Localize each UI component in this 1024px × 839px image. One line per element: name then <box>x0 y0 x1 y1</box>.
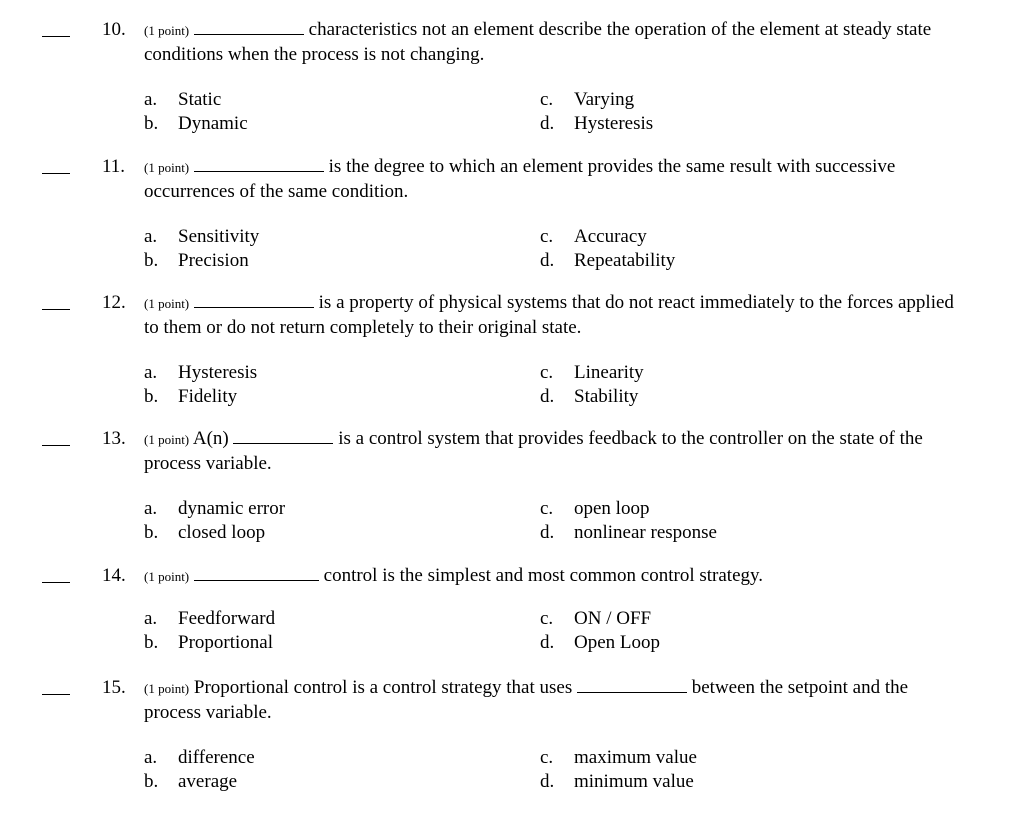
option-letter: a. <box>144 89 158 110</box>
option-d[interactable] <box>540 250 675 272</box>
option-text: Open Loop <box>574 632 661 653</box>
option-letter: a. <box>144 608 158 629</box>
points-label: (1 point) <box>144 432 190 447</box>
option-text: difference <box>178 747 255 768</box>
option-b[interactable] <box>144 771 237 793</box>
question-text: is a control system that provides feedback to the controller on the state of the process variable. <box>144 428 923 474</box>
option-d[interactable] <box>540 522 717 544</box>
answer-blank[interactable] <box>42 309 70 310</box>
option-letter: a. <box>144 498 158 519</box>
option-a[interactable] <box>144 226 259 248</box>
option-letter: b. <box>144 632 159 653</box>
option-c[interactable] <box>540 498 649 520</box>
option-letter: d. <box>540 771 555 792</box>
option-c[interactable] <box>540 747 697 769</box>
question-text: control is the simplest and most common control strategy. <box>323 565 764 586</box>
fill-in-blank[interactable] <box>194 563 319 581</box>
answer-blank[interactable] <box>42 694 70 695</box>
option-a[interactable] <box>144 747 255 769</box>
option-letter: c. <box>540 498 554 519</box>
option-letter: b. <box>144 250 159 271</box>
option-letter: a. <box>144 747 158 768</box>
option-letter: c. <box>540 747 554 768</box>
option-b[interactable] <box>144 632 273 654</box>
question-text: characteristics not an element describe the operation of the element at steady state conditions when the process is not changing. <box>144 19 932 65</box>
option-c[interactable] <box>540 226 647 248</box>
option-text: Repeatability <box>574 250 676 271</box>
question-text: is the degree to which an element provides the same result with successive occurrences of the same condition. <box>144 156 896 202</box>
option-b[interactable] <box>144 113 248 135</box>
option-letter: d. <box>540 522 555 543</box>
option-letter: b. <box>144 522 159 543</box>
option-text: Proportional <box>178 632 273 653</box>
option-d[interactable] <box>540 113 653 135</box>
option-d[interactable] <box>540 632 660 654</box>
points-label: (1 point) <box>144 23 190 38</box>
question-11 <box>0 151 1024 289</box>
option-c[interactable] <box>540 608 651 630</box>
option-letter: c. <box>540 226 554 247</box>
option-text: Fidelity <box>178 386 238 407</box>
option-c[interactable] <box>540 89 634 111</box>
option-d[interactable] <box>540 771 694 793</box>
answer-blank[interactable] <box>42 445 70 446</box>
option-letter: b. <box>144 113 159 134</box>
option-b[interactable] <box>144 250 249 272</box>
answer-blank[interactable] <box>42 582 70 583</box>
option-text: open loop <box>574 498 650 519</box>
question-number: 13. <box>102 428 126 449</box>
question-text: between the setpoint and the process variable. <box>144 677 909 723</box>
question-stem <box>144 154 974 204</box>
option-letter: d. <box>540 632 555 653</box>
question-number: 12. <box>102 292 126 313</box>
option-text: Accuracy <box>574 226 647 247</box>
option-a[interactable] <box>144 362 257 384</box>
question-stem <box>144 675 954 725</box>
question-12 <box>0 287 1024 425</box>
option-text: Dynamic <box>178 113 248 134</box>
option-a[interactable] <box>144 498 285 520</box>
points-label: (1 point) <box>144 160 190 175</box>
question-number: 11. <box>102 156 126 177</box>
option-letter: d. <box>540 250 555 271</box>
question-stem <box>144 290 964 340</box>
option-text: Static <box>178 89 222 110</box>
option-text: Linearity <box>574 362 644 383</box>
option-text: Feedforward <box>178 608 276 629</box>
points-label: (1 point) <box>144 569 190 584</box>
option-text: maximum value <box>574 747 697 768</box>
option-text: nonlinear response <box>574 522 717 543</box>
option-letter: a. <box>144 362 158 383</box>
option-c[interactable] <box>540 362 644 384</box>
fill-in-blank[interactable] <box>194 154 324 172</box>
option-letter: b. <box>144 771 159 792</box>
option-text: Sensitivity <box>178 226 260 247</box>
option-a[interactable] <box>144 608 275 630</box>
answer-blank[interactable] <box>42 36 70 37</box>
option-text: Hysteresis <box>574 113 654 134</box>
option-letter: c. <box>540 89 554 110</box>
option-text: Precision <box>178 250 249 271</box>
option-text: Stability <box>574 386 639 407</box>
question-number: 10. <box>102 19 126 40</box>
option-d[interactable] <box>540 386 638 408</box>
option-letter: a. <box>144 226 158 247</box>
fill-in-blank[interactable] <box>194 17 304 35</box>
question-text: is a property of physical systems that do not react immediately to the forces applied to them or do not return completely to their original state. <box>144 292 954 338</box>
fill-in-blank[interactable] <box>233 426 333 444</box>
option-text: minimum value <box>574 771 694 792</box>
fill-in-blank[interactable] <box>577 675 687 693</box>
question-15 <box>0 672 1024 812</box>
option-text: ON / OFF <box>574 608 652 629</box>
option-text: closed loop <box>178 522 266 543</box>
option-letter: b. <box>144 386 159 407</box>
question-number: 14. <box>102 565 126 586</box>
question-prefix: A(n) <box>192 428 229 449</box>
option-letter: c. <box>540 362 554 383</box>
question-stem <box>144 17 974 67</box>
question-stem <box>144 426 974 476</box>
question-14 <box>0 560 1024 672</box>
question-10 <box>0 14 1024 152</box>
points-label: (1 point) <box>144 681 190 696</box>
question-stem <box>144 563 974 589</box>
points-label: (1 point) <box>144 296 190 311</box>
question-number: 15. <box>102 677 126 698</box>
option-text: average <box>178 771 238 792</box>
option-letter: c. <box>540 608 554 629</box>
question-prefix: Proportional control is a control strategy that uses <box>193 677 573 698</box>
option-a[interactable] <box>144 89 221 111</box>
option-text: Hysteresis <box>178 362 258 383</box>
option-b[interactable] <box>144 386 237 408</box>
option-letter: d. <box>540 113 555 134</box>
option-letter: d. <box>540 386 555 407</box>
answer-blank[interactable] <box>42 173 70 174</box>
fill-in-blank[interactable] <box>194 290 314 308</box>
option-b[interactable] <box>144 522 265 544</box>
option-text: Varying <box>574 89 635 110</box>
question-13 <box>0 423 1024 561</box>
option-text: dynamic error <box>178 498 286 519</box>
